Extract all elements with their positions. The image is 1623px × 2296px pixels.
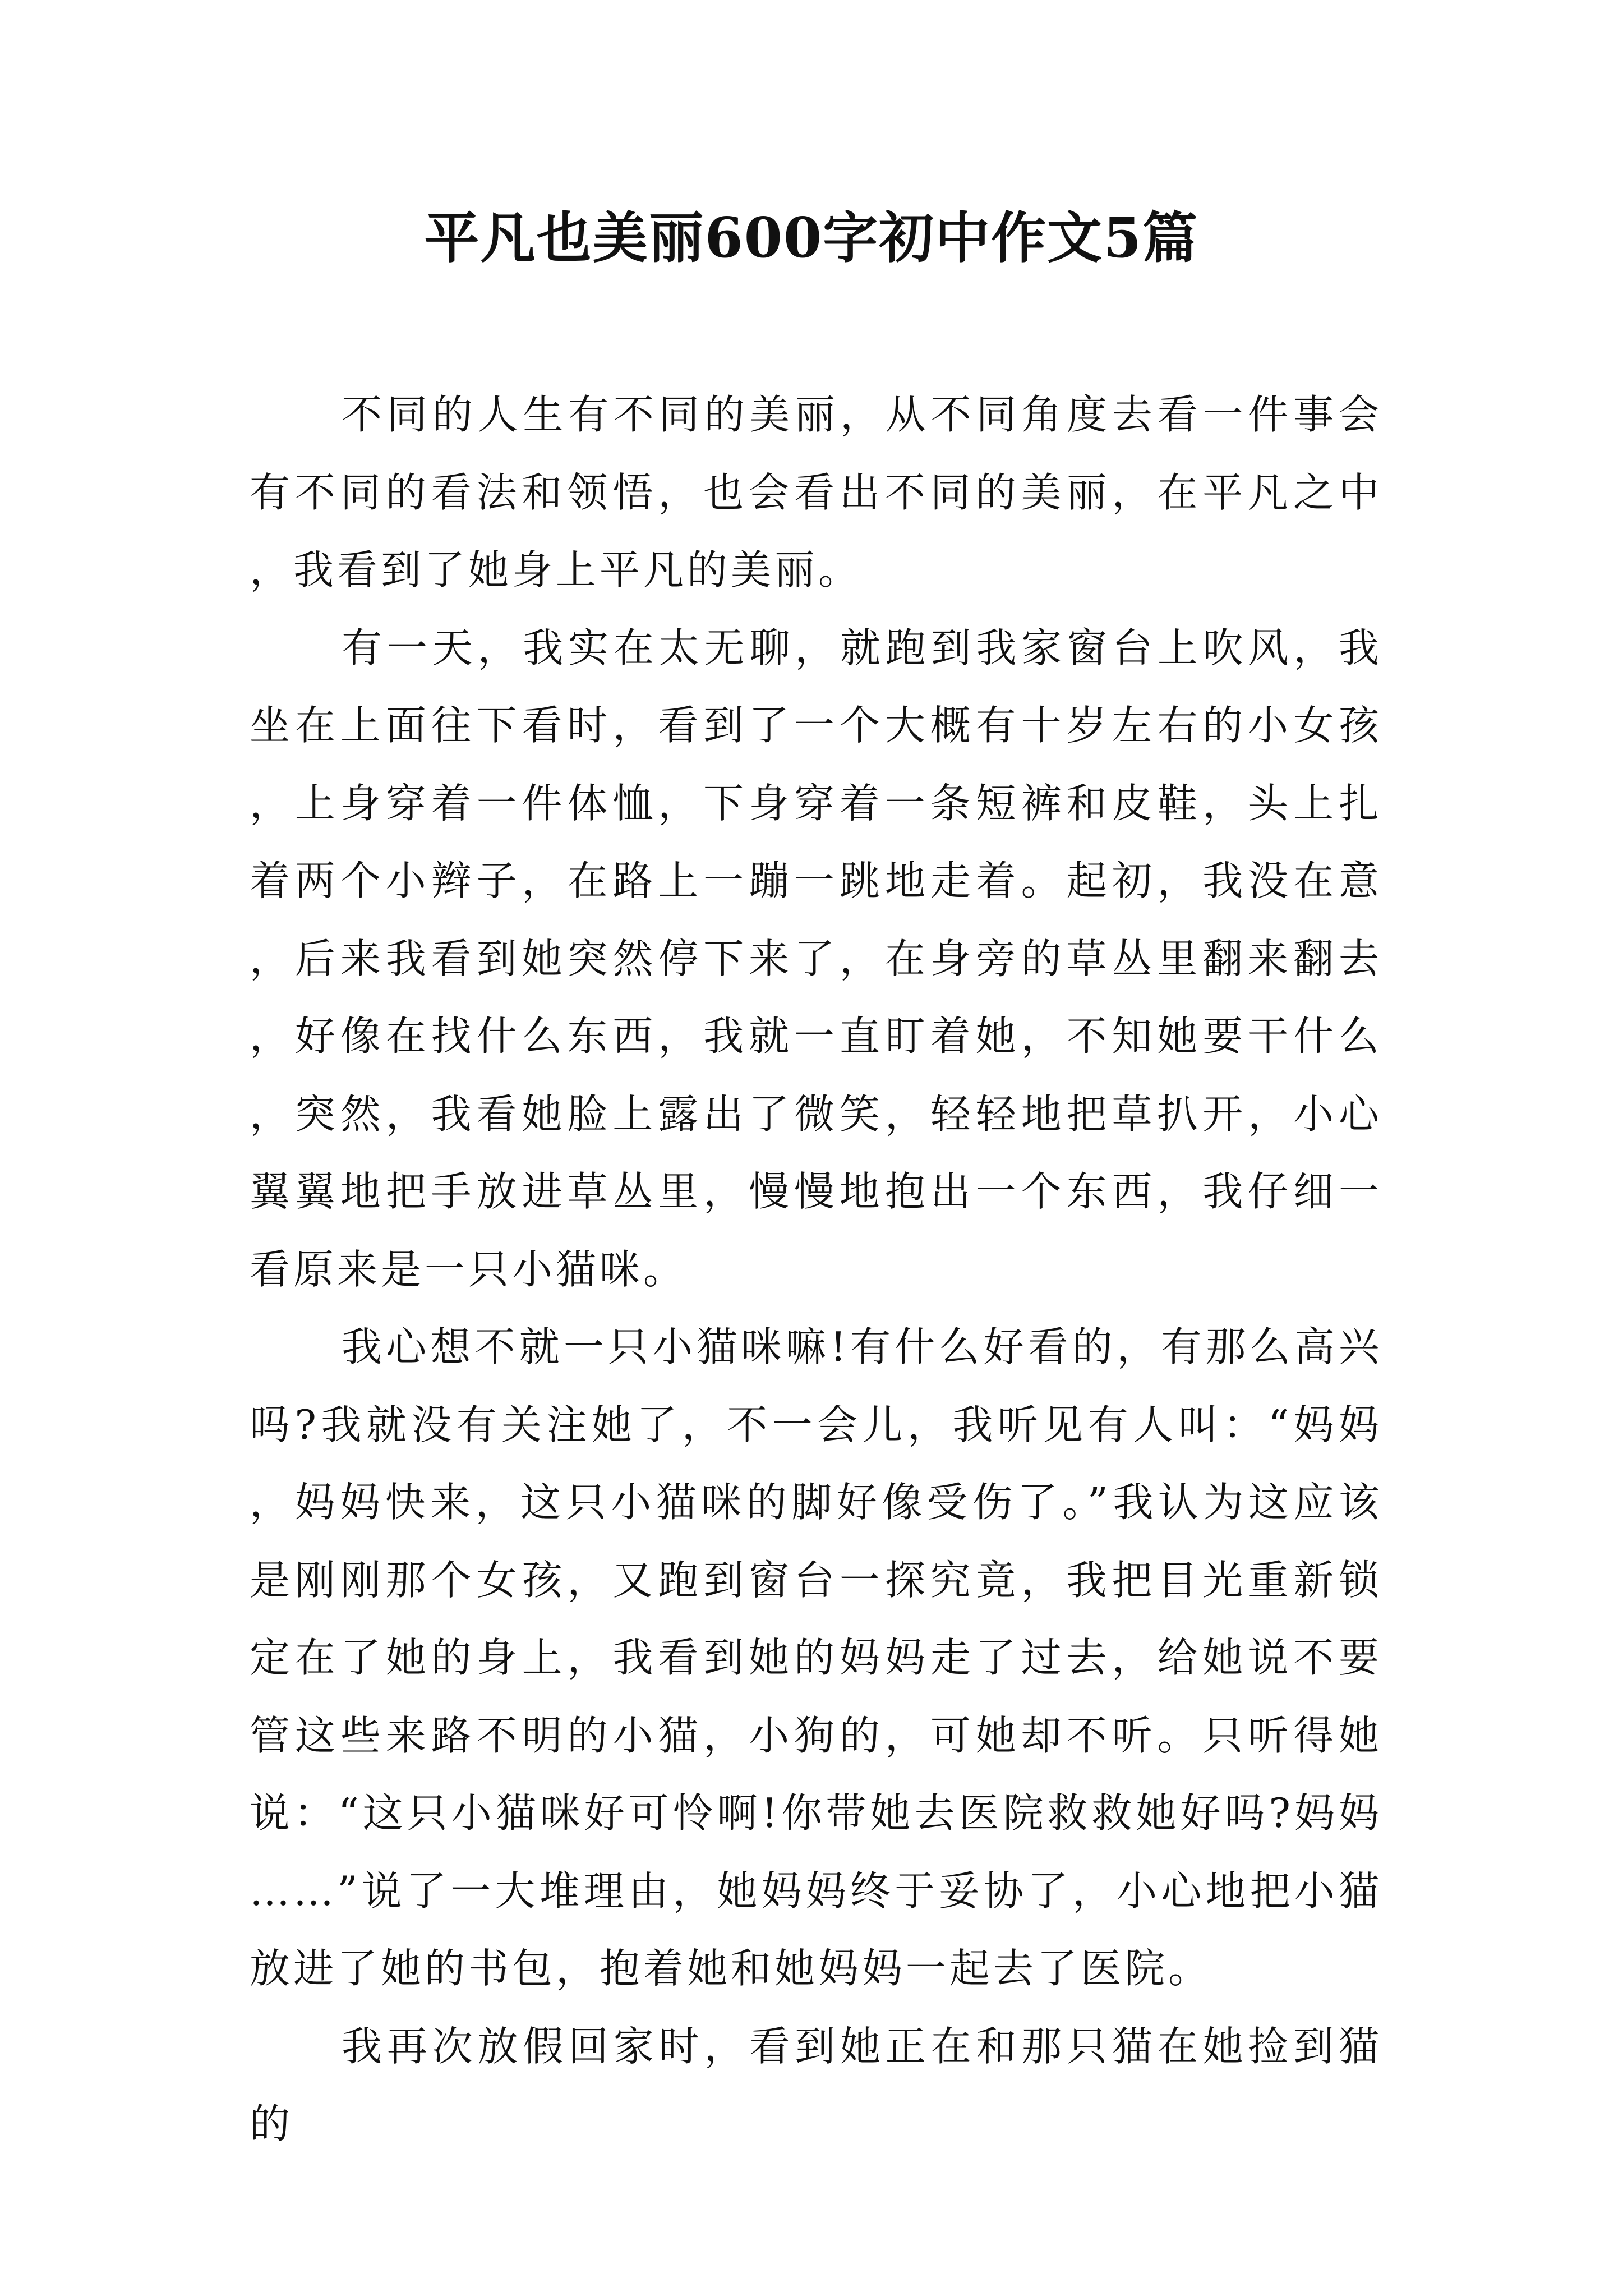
paragraph-3: 我心想不就一只小猫咪嘛!有什么好看的，有那么高兴吗?我就没有关注她了，不一会儿，我听见有人叫：“妈妈，妈妈快来，这只小猫咪的脚好像受伤了。”我认为这应该是刚刚那个女孩，又跑到窗台一探究竟，我把目光重新锁定在了她的身上，我看到她的妈妈走了过去，给她说不要管这些来路不明的小猫，小狗的，可她却不听。只听得她说：“这只小猫咪好可怜啊!你带她去医院救救她好吗?妈妈……”说了一大堆理由，她妈妈终于妥协了，小心地把小猫放进了她的书包，抱着她和她妈妈一起去了医院。 bbox=[250, 1323, 1382, 1992]
document-title: 平凡也美丽600字初中作文5篇 bbox=[424, 206, 1199, 270]
paragraph-4: 我再次放假回家时，看到她正在和那只猫在她捡到猫的 bbox=[250, 2022, 1382, 2147]
paragraph-2: 有一天，我实在太无聊，就跑到我家窗台上吹风，我坐在上面往下看时，看到了一个大概有十岁左右的小女孩，上身穿着一件体恤，下身穿着一条短裤和皮鞋，头上扎着两个小辫子，在路上一蹦一跳地走着。起初，我没在意，后来我看到她突然停下来了，在身旁的草丛里翻来翻去，好像在找什么东西，我就一直盯着她，不知她要干什么，突然，我看她脸上露出了微笑，轻轻地把草扒开，小心翼翼地把手放进草丛里，慢慢地抱出一个东西，我仔细一看原来是一只小猫咪。 bbox=[250, 624, 1382, 1293]
paragraph-1: 不同的人生有不同的美丽，从不同角度去看一件事会有不同的看法和领悟，也会看出不同的美丽，在平凡之中，我看到了她身上平凡的美丽。 bbox=[250, 391, 1382, 593]
article-body bbox=[250, 376, 1382, 2163]
